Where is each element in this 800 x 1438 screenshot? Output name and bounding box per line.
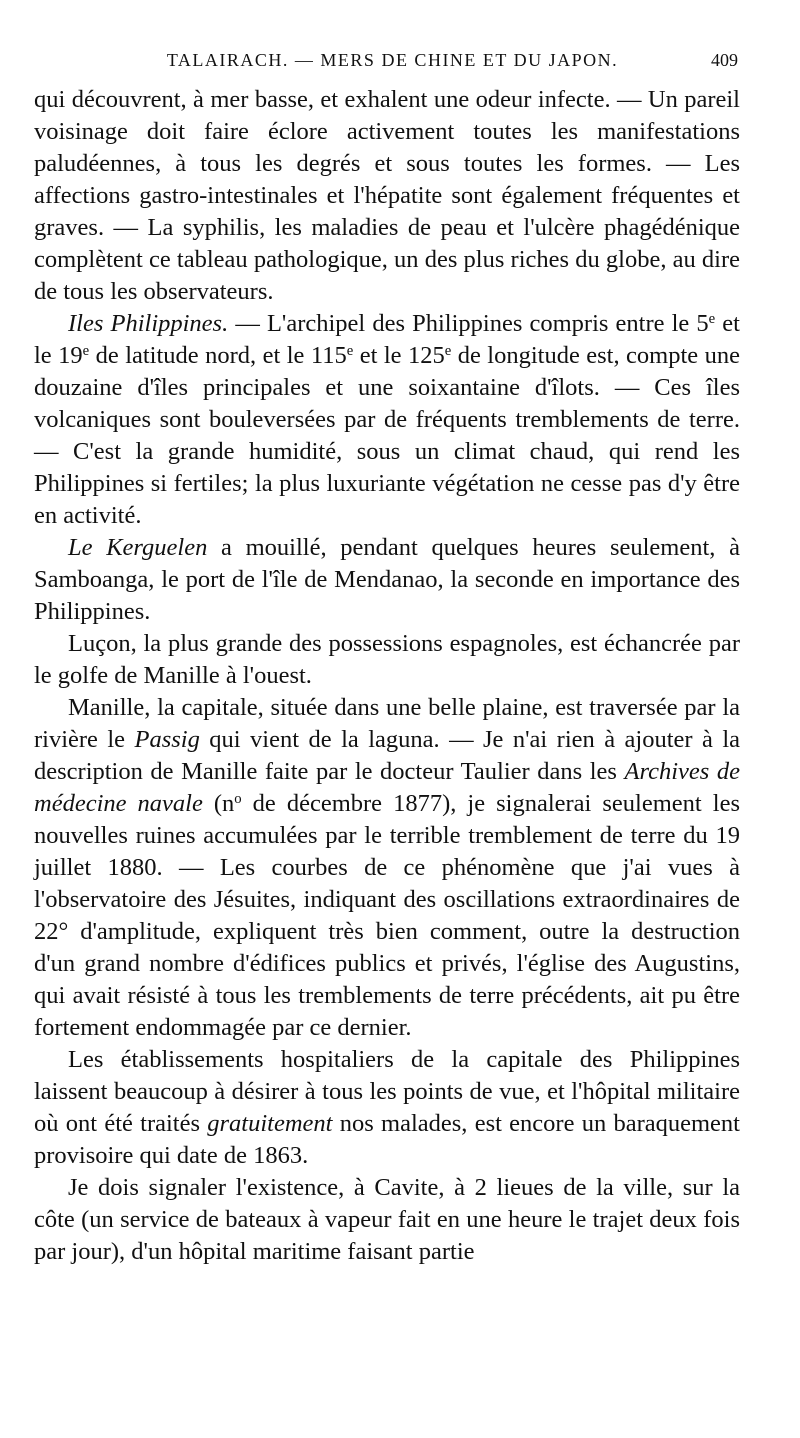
running-title: TALAIRACH. — MERS DE CHINE ET DU JAPON. — [166, 50, 619, 70]
paragraph-text: qui vient de la laguna. — Je n'ai rien à ajouter à la description de Manille faite par le docteur Taulier dans les — [34, 726, 740, 785]
paragraph-text: nos malades, est encore un baraquement provisoire qui date de 1863. — [34, 1110, 740, 1169]
paragraph-4 — [34, 628, 740, 692]
paragraph-text: — L'archipel des Philippines compris entre le 5 — [228, 310, 709, 337]
paragraph-text: Luçon, la plus grande des possessions espagnoles, est échancrée par le golfe de Manille à l'ouest. — [34, 630, 740, 689]
paragraph-6 — [34, 1044, 740, 1172]
paragraph-text: qui découvrent, à mer basse, et exhalent une odeur infecte. — Un pareil voisinage doit faire éclore activement toutes les manifestations paludéennes, à tous les degrés et sous toutes les formes. — Les affections gastro-intestinales et l'hépatite sont également fréquentes et graves. — La syphilis, les maladies de peau et l'ulcère phagédénique complètent ce tableau pathologique, un des plus riches du globe, au dire de tous les observateurs. — [34, 86, 740, 305]
running-head — [34, 50, 738, 76]
page-number: 409 — [711, 50, 738, 70]
paragraph-text: Les établissements hospitaliers de la capitale des Philippines laissent beaucoup à désirer à tous les points de vue, et l'hôpital militaire où ont été traités — [34, 1046, 740, 1137]
superscript: e — [444, 342, 452, 359]
superscript: e — [346, 342, 354, 359]
paragraph-text: de latitude nord, et le 115 — [89, 342, 347, 369]
journal-title-italic: Archives de médecine navale — [34, 758, 740, 817]
paragraph-text: a mouillé, pendant quelques heures seulement, à Samboanga, le port de l'île de Mendanao, la seconde en importance des Philippines. — [34, 534, 740, 625]
paragraph-7 — [34, 1172, 740, 1268]
ship-name-italic: Le Kerguelen — [68, 534, 208, 561]
paragraph-text: Manille, la capitale, située dans une belle plaine, est traversée par la rivière le — [34, 694, 740, 753]
paragraph-3 — [34, 532, 740, 628]
paragraph-text: Je dois signaler l'existence, à Cavite, à 2 lieues de la ville, sur la côte (un service de bateaux à vapeur fait en une heure le trajet deux fois par jour), d'un hôpital maritime faisant partie — [34, 1174, 740, 1265]
paragraph-text: de décembre 1877), je signalerai seulement les nouvelles ruines accumulées par le terrible tremblement de terre du 19 juillet 1880. — Les courbes de ce phénomène que j'ai vues à l'observatoire des Jésuites, indiquant des oscillations extraordinaires de 22° d'amplitude, expliquent très bien comment, outre la destruction d'un grand nombre d'édifices publics et privés, l'église des Augustins, qui avait résisté à tous les tremblements de terre précédents, ait pu être fortement endommagée par ce dernier. — [34, 790, 740, 1041]
emphasis-italic: gratuitement — [207, 1110, 333, 1137]
paragraph-1 — [34, 84, 740, 308]
river-name-italic: Passig — [134, 726, 200, 753]
paragraph-5 — [34, 692, 740, 1044]
page-body — [34, 84, 740, 1268]
paragraph-text: et le 125 — [353, 342, 445, 369]
superscript: o — [234, 790, 242, 807]
section-heading-italic: Iles Philippines. — [68, 310, 229, 337]
paragraph-2 — [34, 308, 740, 532]
paragraph-text: de longitude est, compte une douzaine d'îles principales et une soixantaine d'îlots. — Ces îles volcaniques sont bouleversées par de fréquents tremblements de terre. — C'est la grande humidité, sous un climat chaud, qui rend les Philippines si fertiles; la plus luxuriante végétation ne cesse pas d'y être en activité. — [34, 342, 740, 529]
superscript: e — [708, 310, 716, 327]
superscript: e — [82, 342, 90, 359]
paragraph-text: (n — [202, 790, 235, 817]
paragraph-text: et le 19 — [34, 310, 740, 369]
